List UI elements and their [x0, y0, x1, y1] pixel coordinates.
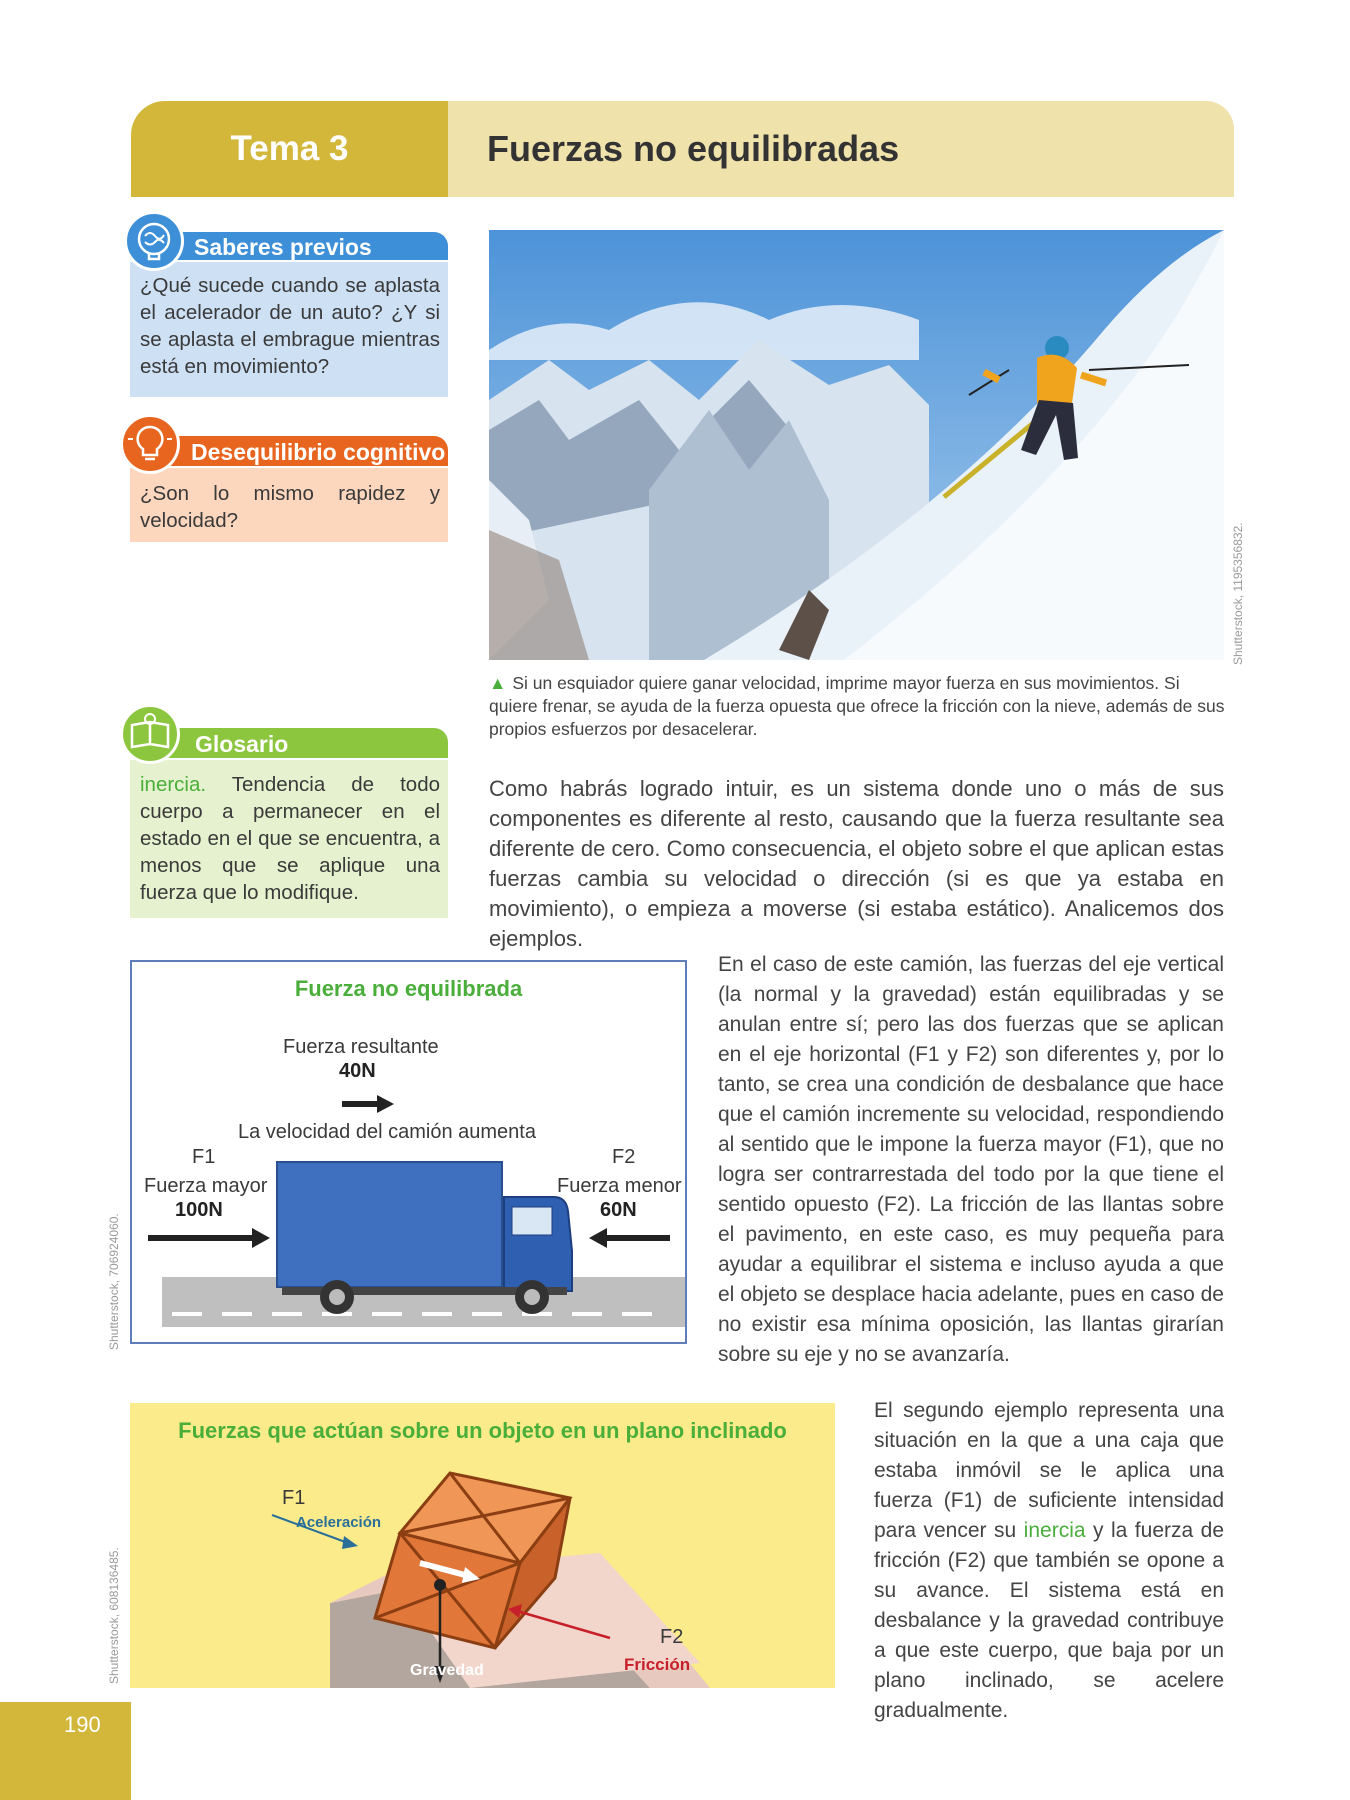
f2-value: 60N: [600, 1199, 637, 1221]
f1-label: F1: [192, 1146, 216, 1168]
caption-text: Si un esquiador quiere ganar velocidad, imprime mayor fuerza en sus movimientos. Si quiere frenar, se ayuda de la fuerza opuesta que ofrece la fricción con la nieve, además de sus propios esfuerzos por desacelerar.: [489, 673, 1225, 739]
incline-diagram: [130, 1403, 835, 1688]
desequilibrio-text: ¿Son lo mismo rapidez y velocidad?: [140, 482, 440, 532]
incline-diagram-title: Fuerzas que actúan sobre un objeto en un plano inclinado: [178, 1418, 787, 1443]
tema-label: Tema 3: [230, 129, 349, 168]
incline-f1-label: F1: [282, 1487, 306, 1509]
glosario-title: Glosario: [195, 731, 289, 757]
truck-diagram-title: Fuerza no equilibrada: [294, 976, 523, 1001]
truck-credit: Shutterstock, 706924060.: [107, 1213, 121, 1350]
glosario-definition: Tendencia de todo cuerpo a permanecer en el estado en el que se encuentra, a menos que se aplique una fuerza que lo modifique.: [140, 773, 440, 904]
photo-caption: [489, 672, 1229, 741]
incline-f2-label: F2: [660, 1626, 684, 1648]
inercia-link[interactable]: inercia: [1023, 1519, 1086, 1542]
page-number: 190: [64, 1712, 101, 1737]
saberes-text: ¿Qué sucede cuando se aplasta el acelerador de un auto? ¿Y si se aplasta el embrague mientras está en movimiento?: [140, 274, 440, 378]
photo-credit: Shutterstock, 1195356832.: [1231, 522, 1245, 665]
incline-credit: Shutterstock, 608136485.: [107, 1547, 121, 1684]
brain-icon: [124, 211, 184, 271]
saberes-title: Saberes previos: [194, 234, 372, 260]
f1-description: Fuerza mayor: [144, 1175, 268, 1197]
speed-label: La velocidad del camión aumenta: [238, 1121, 536, 1143]
book-icon: [120, 704, 180, 764]
desequilibrio-title: Desequilibrio cognitivo: [191, 439, 446, 465]
f1-value: 100N: [175, 1199, 223, 1221]
acceleration-label: Aceleración: [296, 1514, 382, 1531]
caption-triangle-icon: ▲: [489, 673, 507, 693]
gravity-label: Gravedad: [410, 1662, 484, 1679]
intro-paragraph: Como habrás logrado intuir, es un sistema donde uno o más de sus componentes es diferente al resto, causando que la fuerza resultante sea diferente de cero. Como consecuencia, el objeto sobre el que aplican estas fuerzas cambia su velocidad o dirección (si es que ya estaba en movimiento), o empieza a moverse (si estaba estático). Analicemos dos ejemplos.: [489, 776, 1224, 951]
box-paragraph-end: y la fuerza de fricción (F2) que también se opone a su avance. El sistema está en desbalance y la gravedad contribuye a que este cuerpo, que baja por un plano inclinado, se acelere gradualmente.: [874, 1519, 1225, 1722]
skier-photo: [489, 230, 1224, 660]
f2-description: Fuerza menor: [557, 1175, 682, 1197]
f2-label: F2: [612, 1146, 636, 1168]
box-paragraph: [874, 1396, 1224, 1726]
glosario-text: [140, 771, 440, 906]
box-paragraph-start: El segundo ejemplo representa una situación en la que a una caja que estaba inmóvil se le aplica una fuerza (F1) de suficiente intensidad para vencer su: [874, 1399, 1224, 1542]
lightbulb-icon: [120, 414, 180, 474]
page-title: Fuerzas no equilibradas: [487, 128, 900, 169]
resultant-label: Fuerza resultante: [283, 1036, 439, 1058]
resultant-value: 40N: [339, 1060, 376, 1082]
glosario-term: inercia.: [140, 773, 207, 796]
friction-label: Fricción: [624, 1655, 691, 1674]
truck-paragraph: En el caso de este camión, las fuerzas del eje vertical (la normal y la gravedad) están equilibradas y se anulan entre sí; pero las dos fuerzas que se aplican en el eje horizontal (F1 y F2) son diferentes y, por lo tanto, se crea una condición de desbalance que hace que el camión incremente su velocidad, respondiendo al sentido que le impone la fuerza mayor (F1), que no logra ser contrarrestada del todo por la que tiene el sentido opuesto (F2). La fricción de las llantas sobre el pavimento, en este caso, es muy pequeña para ayudar a equilibrar el sistema e incluso ayuda a que el objeto se desplace hacia adelante, pues en caso de no existir esa mínima oposición, las llantas girarían sobre su eje y no se avanzaría.: [718, 953, 1224, 1366]
